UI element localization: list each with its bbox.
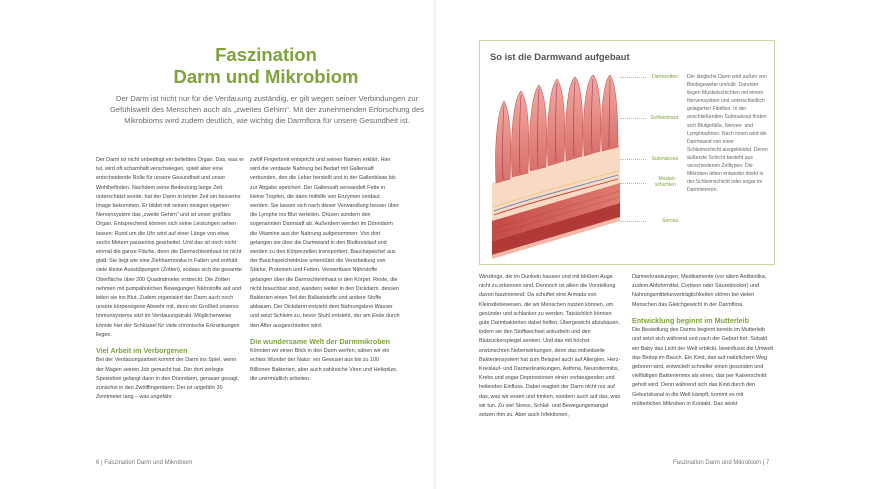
- chapter-title-line2: Darm und Mikrobiom: [173, 66, 359, 87]
- section-heading: Viel Arbeit im Verborgenen: [96, 346, 188, 356]
- paragraph: Winzlinge, die im Dunkeln hausen und mit bloßem Auge nicht zu erkennen sind. Dennoch ist allein die Vorstellung davon faszinierend: Da schuftet eine Armada von Kleinstlebewesen, die wir Menschen nutzen können, um gesünder und schlanker zu werden. Tatsächlich können gute Darmbakterien dabei helfen, Übergewicht abzubauen, indem sie den Stoffwechsel ankurbeln und den Blutzuckerspiegel senken. Und das mit höchst erwünschten Nebenwirkungen, denn das individuelle Bakteriensystem hat zum Beispiel auch auf Allergien, Herz-Kreislauf- und Darmerkrankungen, Asthma, Neurodermitis, Krebs und sogar Depressionen einen vorbeugenden und heilenden Einfluss. Dabei reagiert der Darm nicht nur auf das, was wir essen und trinken, sondern auch auf das, was wir tun. Zu viel Stress, Schlaf- und Bewegungsmangel setzen ihm zu. Aber auch Infektionen,: [479, 274, 621, 419]
- infobox-darmwand: [479, 40, 775, 265]
- text-column-3: [479, 273, 621, 451]
- chapter-lead: Der Darm ist nicht nur für die Verdauung zuständig, er gilt wegen seiner Verbindungen zur Gefühlswelt des Menschen auch als „zweites Gehirn“. Mit der zunehmenden Erforschung des Mikrobioms wird zudem deutlich, wie wichtig die Darmflora für unsere Gesundheit ist.: [109, 94, 425, 126]
- text-column-2: [250, 156, 400, 446]
- label-muskelschichten: Muskel-schichten: [654, 176, 676, 188]
- paragraph: zwölf Fingerbreit entspricht und seinen Namen erklärt. Hier wird die verdaute Nahrung bei Bedarf mit Gallensaft verbunden, den die Leber herstellt und in der Gallenblase bis zur Abgabe speichert. Der Gallensaft verwandelt Fette in kleine Tropfen, die dann mithilfe von Enzymen verdaut werden. Sie lassen sich nach dieser Verwandlung besser über die Lymphe ins Blut verteilen. Drüsen sondern den sogenannten Darmsaft ab. Außerdem werden im Dünndarm die Vitamine aus der Nahrung aufgenommen: Von dort gelangen sie über die Darmwand in den Blutkreislauf und werden zu den Körperzellen transportiert. Bauchspeichel aus der Bauchspeicheldrüse unterstützt die Verarbeitung von Stärke, Proteinen und Fetten. Verwertbare Nährstoffe gelangen über die Darmschleimhaut in den Körper. Reste, die nicht brauchbar sind, wandern weiter in den Dickdarm, dessen Bakterien einen Teil der Ballaststoffe und andere Stoffe abbauen. Der Dickdarm entzieht dem Nahrungsbrei Wasser und setzt Schleim zu, bevor Stuhl entsteht, der am Ende durch den After ausgeschieden wird.: [250, 157, 400, 329]
- intestinal-wall-illustration: [488, 71, 633, 261]
- label-schleimhaut: Schleimhaut: [650, 115, 678, 121]
- section-heading: Die wundersame Welt der Darmmikroben: [250, 336, 391, 346]
- section-heading: Entwicklung beginnt im Mutterleib: [632, 315, 749, 325]
- label-serosa: Serosa: [662, 218, 678, 224]
- infobox-title: So ist die Darmwand aufgebaut: [490, 51, 630, 62]
- text-column-1: [96, 156, 244, 446]
- label-submukosa: Submukosa: [651, 156, 678, 162]
- paragraph: Die Besiedlung des Darms beginnt bereits im Mutterleib und setzt sich während und nach der Geburt fort. Sobald ein Baby das Licht der Welt erblickt, beeinflusst die Umwelt das Biotop im Bauch. Ein Kind, das auf natürlichem Weg geboren wird, entwickelt schneller einen gesunden und vielfältigen Bakterienmix als eines, das per Kaiserschnitt geholt wird. Denn während sich das Kind durch den Geburtskanal in die Welt kämpft, kommt es mit mütterlichen Mikroben in Kontakt. Das senkt: [632, 327, 774, 407]
- chapter-title: [96, 44, 436, 88]
- infobox-text: Der längliche Darm wird außen von Bindegewebe umhüllt. Darunter liegen Muskelschichten mit einem Nervensystem und unterschiedlich gelagerten Fibrillen. In der anschließenden Submukosa finden sich Blutgefäße, Nerven- und Lymphbahnen. Nach innen wird die Darmwand von einer Schleimschicht ausgekleidet. Deren äußerste Schicht besteht aus verschiedenen Zelltypen. Die Mikroben leben entweder direkt in der Schleimschicht oder sogar im Darminneren.: [687, 74, 768, 194]
- page-footer-right: Faszination Darm und Mikrobiom | 7: [673, 460, 770, 466]
- paragraph: Darmerkrankungen, Medikamente (vor allem Antibiotika, zudem Abführmittel, Cortison oder Säureblocker) und Nahrungsmittelunverträglichkeiten stören bei vielen Menschen das Gleichgewicht in der Darmflora.: [632, 274, 767, 308]
- paragraph: Könnten wir einen Blick in den Darm werfen, sähen wir ein echtes Wunder der Natur: ein Gewusel aus bis zu 100 Billionen Bakterien, aber auch zahlreiche Viren und Hefepilze, die unermüdlich arbeiten.: [250, 348, 398, 382]
- page-footer-left: 6 | Faszination Darm und Mikrobiom: [96, 460, 193, 466]
- label-darmzotten: Darmzotten: [652, 74, 678, 80]
- paragraph: Bei der Verdauungsarbeit kommt der Darm ins Spiel, wenn der Magen seinen Job gemacht hat. Der dort zerlegte Speisebrei gelangt dann in den Dünndarm, genauer gesagt, zunächst in den Zwölffingerdarm. Der ist ungefähr 30 Zentimeter lang – was ungefähr: [96, 357, 239, 401]
- text-column-4: [632, 273, 774, 451]
- paragraph: Der Darm ist nicht unbedingt ein beliebtes Organ. Das, was er tut, wird oft schamhaft verschwiegen, spielt aber eine entscheidende Rolle für unsere Gesundheit und unser Wohlbefinden. Nachdem seine Bedeutung lange Zeit unterschätzt wurde, hat der Darm in letzter Zeit ein besseres Image bekommen. Er bildet mit seinen riesigen eigenen Nervensystem das „zweite Gehirn“ und ist unser größtes Organ. Entsprechend können sich seine Leistungen sehen lassen: Rund um die Uhr wird auf einer Länge von etwa sechs Metern pausenlos gearbeitet. Und das ist noch nicht einmal die ganze Fläche, denn die Darmschleimhaut ist nicht glatt: Sie liegt wie eine Ziehharmonika in Falten und enthält viele kleine Ausstülpungen (Zotten), sodass sich die gesamte Oberfläche über 200 Quadratmeter erstreckt. Die Zotten nehmen mit pumpähnlichen Bewegungen Nährstoffe auf und leiten sie ins Blut. Zudem organisiert der Darm auch noch unsere körpereigene Abwehr mit, denn ein Großteil unseres Immunsystems sitzt im Verdauungstrakt. Möglicherweise könnte hier der Schlüssel für viele chronische Erkrankungen liegen.: [96, 157, 244, 338]
- chapter-title-line1: Faszination: [215, 44, 317, 65]
